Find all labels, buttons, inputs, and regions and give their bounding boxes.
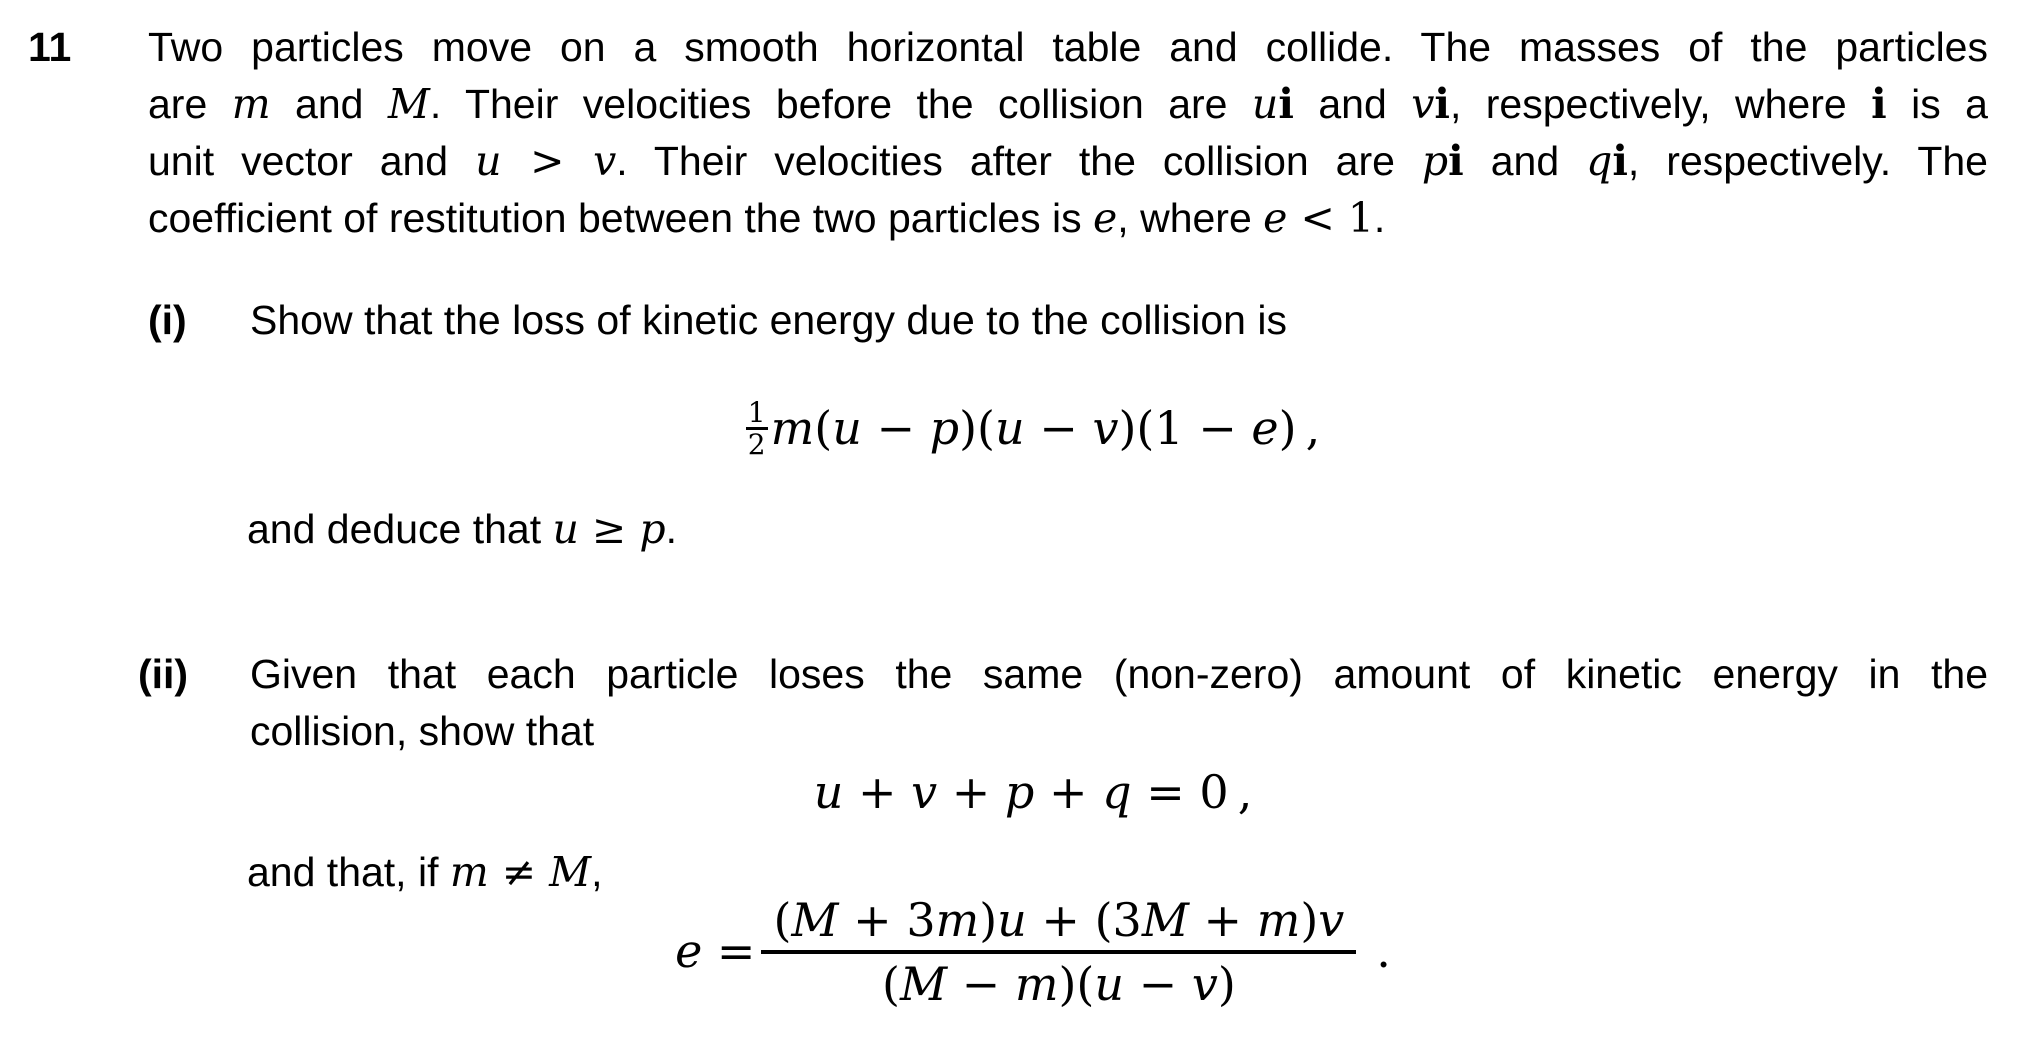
math-run: − — [947, 956, 1015, 1011]
text-run: . Their velocities after the collision are — [616, 138, 1422, 184]
math-run: = 0 — [1131, 765, 1229, 819]
math-run: M — [549, 848, 592, 896]
text-run: , respectively, where — [1449, 81, 1872, 127]
math-run: m — [1256, 892, 1301, 947]
math-run: )( — [959, 400, 995, 455]
math-run: v — [1092, 400, 1119, 455]
equation-punctuation: . — [1376, 923, 1391, 978]
math-run: )(1 − — [1118, 400, 1252, 455]
equation-punctuation: , — [1237, 765, 1253, 819]
math-run: u — [475, 137, 502, 185]
text-run: Given that each particle loses the same (non-zero) amount of kinetic energy in the — [250, 651, 1988, 697]
math-run: + — [1188, 892, 1257, 947]
equation-body — [771, 402, 1297, 455]
math-run: + — [937, 765, 1005, 819]
text-run: , — [591, 849, 603, 895]
math-run: + 3 — [838, 892, 936, 947]
math-run: e — [1263, 194, 1288, 242]
math-run: v — [1411, 80, 1435, 128]
math-run: m — [231, 80, 271, 128]
text-run: , where — [1117, 195, 1264, 241]
equation-punctuation: , — [1305, 400, 1321, 455]
question-intro-paragraph — [148, 19, 1988, 247]
math-run: M — [387, 80, 430, 128]
math-run: p — [1421, 137, 1449, 185]
math-run: i — [1871, 80, 1887, 128]
text-run: and that, if — [247, 849, 450, 895]
math-run: u — [552, 505, 579, 553]
equation-velocity-sum — [24, 766, 2042, 819]
math-run: e — [675, 923, 703, 978]
math-run: u — [1251, 80, 1279, 128]
part-i-statement — [250, 292, 1988, 349]
text-run: unit vector and — [148, 138, 476, 184]
one-half-fraction — [746, 395, 768, 461]
math-run: v — [911, 765, 938, 819]
math-run: + — [843, 765, 912, 819]
intro-line — [148, 190, 1988, 247]
equation-kinetic-energy-loss — [24, 396, 2042, 460]
math-run: ( — [881, 956, 900, 1011]
equation-body — [814, 766, 1229, 819]
math-run: p — [929, 400, 960, 455]
text-run: . — [665, 506, 677, 552]
math-run: ) — [1278, 400, 1297, 455]
math-run: + — [1034, 765, 1103, 819]
math-run: e — [1093, 194, 1118, 242]
math-run: + (3 — [1026, 892, 1142, 947]
math-run: < 1 — [1287, 194, 1374, 242]
math-run: v — [1318, 892, 1345, 947]
math-run: q — [1586, 137, 1613, 185]
part-i-deduction — [247, 501, 677, 558]
math-run: i — [1612, 137, 1628, 185]
part-ii-statement — [250, 646, 1988, 760]
intro-line — [148, 133, 1988, 190]
math-run: > — [501, 137, 594, 185]
text-run: coefficient of restitution between the two particles is — [148, 195, 1094, 241]
math-run: m — [1014, 956, 1059, 1011]
math-run: − — [1024, 400, 1093, 455]
question-number: 11 — [28, 24, 72, 70]
math-run: i — [1278, 80, 1294, 128]
fraction-numerator — [761, 892, 1356, 950]
equation-restitution — [24, 893, 2042, 1009]
math-run: = — [702, 923, 756, 978]
math-run: ≥ — [578, 505, 640, 553]
math-run: M — [791, 892, 839, 947]
part-ii-label: (ii) — [138, 651, 189, 697]
math-run: u — [813, 765, 844, 819]
math-run: i — [1434, 80, 1450, 128]
fraction — [761, 892, 1356, 1011]
math-run: u — [995, 400, 1025, 455]
math-run: )( — [1058, 956, 1095, 1011]
math-run: p — [639, 505, 666, 553]
math-run: − — [861, 400, 930, 455]
math-run: − — [1124, 956, 1192, 1011]
math-run: m — [935, 892, 980, 947]
math-run: ( — [814, 400, 833, 455]
math-run: M — [899, 956, 948, 1011]
text-run: Show that the loss of kinetic energy due to the collision is — [250, 297, 1287, 343]
text-run: and deduce that — [247, 506, 553, 552]
math-run: i — [1448, 137, 1464, 185]
math-run: e — [1251, 400, 1279, 455]
math-run: ) — [979, 892, 998, 947]
math-run: p — [1004, 765, 1035, 819]
text-run: , respectively. The — [1627, 138, 1988, 184]
equation-lhs — [675, 925, 755, 978]
text-run: . — [1373, 195, 1386, 241]
math-run: ( — [773, 892, 792, 947]
part-ii-line — [250, 646, 1988, 703]
math-run: q — [1102, 765, 1132, 819]
fraction-denominator: 2 — [747, 427, 766, 461]
part-i-label: (i) — [148, 297, 187, 343]
text-run: . Their velocities before the collision are — [429, 81, 1252, 127]
text-run: collision, show that — [250, 708, 595, 754]
math-run: ≠ — [488, 848, 550, 896]
fraction-numerator: 1 — [747, 395, 766, 429]
math-run: m — [449, 848, 489, 896]
text-run: is a — [1886, 81, 1988, 127]
intro-line — [148, 76, 1988, 133]
fraction-denominator — [761, 950, 1356, 1011]
text-run: and — [1293, 81, 1412, 127]
text-run: are — [148, 81, 232, 127]
intro-line — [148, 19, 1988, 76]
text-run: and — [1463, 138, 1587, 184]
math-run: u — [832, 400, 862, 455]
math-run: M — [1141, 892, 1189, 947]
math-run: u — [1094, 956, 1125, 1011]
text-run: Two particles move on a smooth horizontal table and collide. The masses of the particles — [148, 24, 1988, 70]
math-run: ) — [1217, 956, 1236, 1011]
math-run: v — [1191, 956, 1218, 1011]
math-run: ) — [1300, 892, 1319, 947]
math-run: m — [770, 400, 815, 455]
math-run: u — [997, 892, 1027, 947]
math-run: v — [593, 137, 617, 185]
part-ii-line — [250, 703, 1988, 760]
text-run: and — [270, 81, 388, 127]
